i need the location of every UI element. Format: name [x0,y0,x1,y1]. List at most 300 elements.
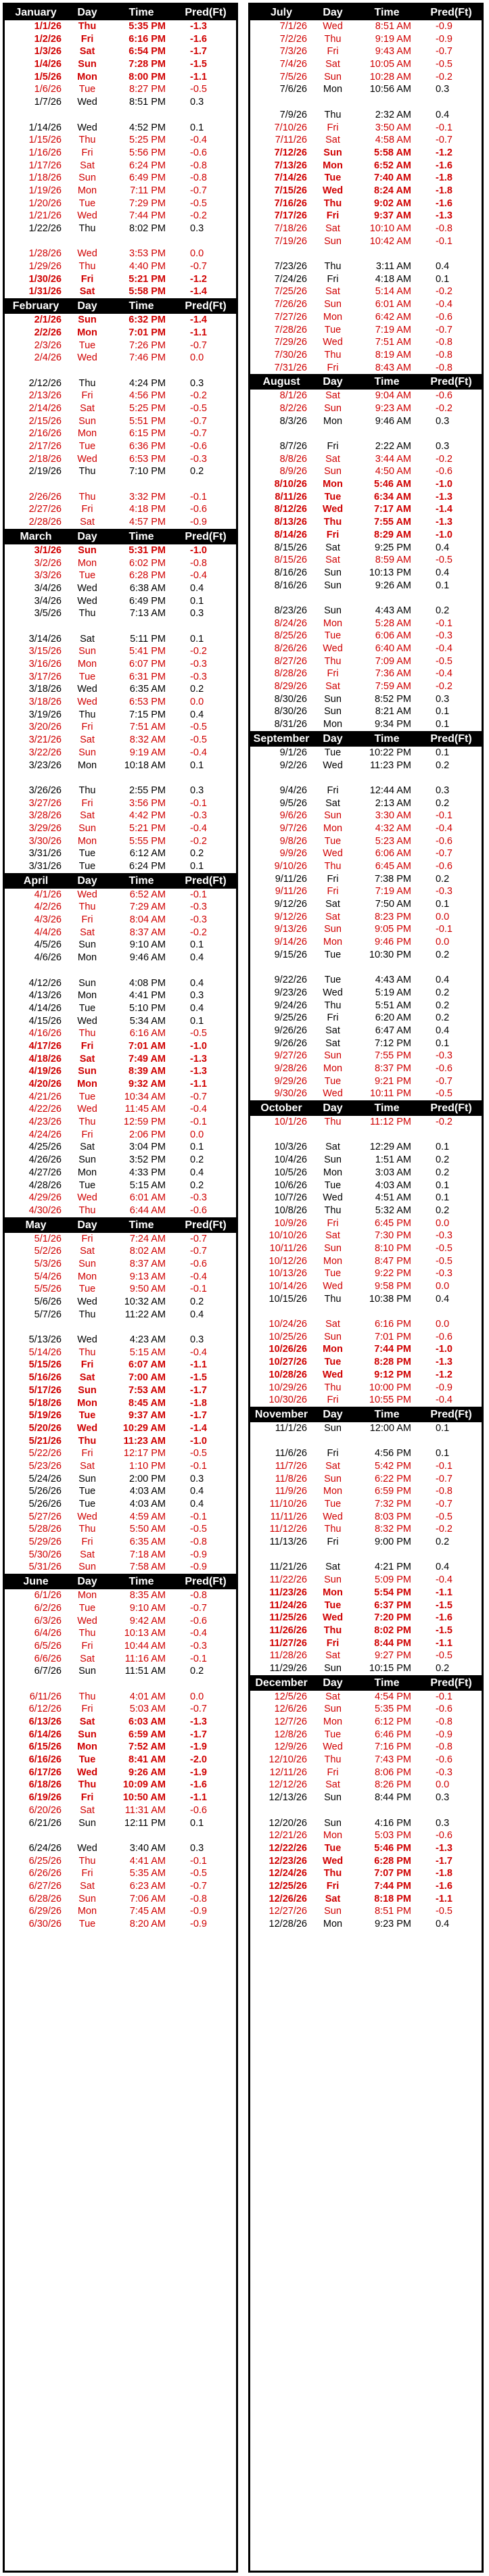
date-cell: 7/23/26 [274,261,307,273]
pred-cell: 0.1 [436,1192,450,1204]
day-cell: Sun [324,71,342,83]
column-header: Time [129,300,154,312]
time-cell: 8:45 AM [128,1397,166,1409]
tide-row [5,1766,236,1779]
pred-cell: -2.0 [190,1754,207,1766]
day-cell: Fri [81,1640,93,1652]
tide-row [250,1141,482,1154]
column-header: Time [129,1576,154,1588]
date-cell: 7/2/26 [279,33,307,45]
time-cell: 6:28 PM [129,570,166,582]
time-cell: 9:19 AM [129,747,166,758]
time-cell: 2:55 PM [129,784,166,796]
pred-cell: 0.2 [436,1662,450,1674]
time-cell: 12:17 PM [123,1448,166,1459]
tide-row [250,58,482,71]
time-cell: 7:13 AM [129,608,166,619]
tide-row [250,285,482,298]
pred-cell: 0.0 [436,1779,450,1791]
column-header: Time [374,1408,400,1420]
time-cell: 4:24 PM [129,377,166,389]
time-cell: 8:44 PM [374,1637,411,1649]
time-cell: 9:34 PM [375,719,411,730]
day-cell: Thu [78,1346,96,1358]
date-cell: 10/8/26 [274,1204,307,1216]
pred-cell: -0.6 [190,441,207,452]
date-cell: 7/19/26 [274,235,307,247]
date-cell: 11/27/26 [269,1637,307,1649]
time-cell: 8:39 AM [128,1066,166,1077]
time-cell: 6:02 PM [129,557,166,569]
day-cell: Sun [324,693,342,705]
pred-cell: 0.1 [436,706,450,718]
pred-cell: -0.1 [190,1117,207,1128]
pred-cell: -0.2 [436,1524,452,1535]
tide-row [5,1091,236,1104]
date-cell: 5/29/26 [28,1537,62,1548]
pred-cell: -1.2 [436,147,452,158]
day-cell: Wed [323,848,343,860]
tide-row [5,1536,236,1549]
spacer-row [250,1804,482,1817]
date-cell: 12/5/26 [274,1691,307,1702]
date-cell: 4/24/26 [28,1129,62,1140]
tide-row [250,923,482,936]
time-cell: 4:57 PM [129,517,166,528]
pred-cell: -0.8 [436,362,452,373]
pred-cell: 0.1 [436,273,450,285]
date-cell: 7/27/26 [274,311,307,323]
day-cell: Sat [325,1037,340,1049]
tide-row [250,1050,482,1062]
date-cell: 3/29/26 [28,822,62,834]
date-cell: 10/26/26 [269,1344,307,1355]
date-cell: 1/18/26 [28,172,62,184]
day-cell: Mon [77,1079,97,1090]
day-cell: Sun [78,646,96,657]
date-cell: 5/20/26 [28,1422,62,1434]
tide-row [250,1025,482,1037]
time-cell: 4:43 AM [375,975,411,986]
day-cell: Tue [78,84,96,95]
day-cell: Wed [322,1612,344,1624]
date-cell: 9/15/26 [274,949,307,960]
day-cell: Mon [77,952,97,964]
day-cell: Sun [78,1893,96,1904]
day-cell: Sun [324,1473,342,1484]
day-cell: Mon [77,557,97,569]
time-cell: 7:51 AM [375,337,411,348]
time-cell: 4:51 AM [375,1192,411,1204]
time-cell: 4:08 PM [129,977,166,989]
date-cell: 12/26/26 [269,1893,307,1904]
date-cell: 9/27/26 [274,1050,307,1062]
date-cell: 9/25/26 [274,1012,307,1024]
day-cell: Sat [80,1804,95,1816]
pred-cell: 0.1 [190,759,204,771]
date-cell: 2/15/26 [28,415,62,427]
pred-cell: -0.6 [190,1258,207,1269]
day-cell: Sat [80,402,95,414]
pred-cell: -0.2 [436,453,452,465]
column-header: Time [374,732,400,745]
pred-cell: 0.3 [190,1842,204,1854]
time-cell: 11:16 AM [124,1653,166,1664]
date-cell: 2/12/26 [28,377,62,389]
date-cell: 4/6/26 [34,952,62,964]
time-cell: 9:23 PM [375,1919,411,1929]
pred-cell: -0.2 [190,210,207,222]
tide-row [250,453,482,466]
time-cell: 10:50 AM [122,1792,166,1804]
pred-cell: -1.1 [190,327,207,338]
day-cell: Mon [77,1167,97,1178]
time-cell: 8:20 AM [129,1919,166,1929]
time-cell: 2:32 AM [375,109,411,120]
day-cell: Fri [327,1395,339,1406]
pred-cell: -1.8 [436,185,452,196]
day-cell: Sun [324,605,342,616]
time-cell: 6:45 PM [375,1217,411,1229]
tide-row [250,759,482,772]
day-cell: Fri [326,1637,340,1649]
pred-cell: 0.2 [190,848,204,860]
day-cell: Sun [324,1331,342,1342]
tide-row [5,1665,236,1678]
pred-cell: -0.1 [436,235,452,247]
date-cell: 9/14/26 [274,937,307,948]
date-cell: 4/4/26 [34,927,62,938]
pred-cell: -1.8 [436,172,452,184]
pred-cell: -1.7 [190,1384,207,1396]
pred-cell: 0.0 [190,248,204,260]
day-cell: Sun [324,1242,342,1254]
tide-row [250,898,482,911]
date-cell: 12/24/26 [269,1868,307,1879]
pred-cell: -1.1 [190,1359,207,1371]
pred-cell: -0.7 [436,135,452,146]
date-cell: 3/5/26 [34,608,62,619]
pred-cell: 0.3 [436,784,450,796]
date-cell: 7/28/26 [274,324,307,335]
tide-row [5,810,236,822]
pred-cell: -0.5 [436,1255,452,1267]
month-header [250,1100,482,1116]
day-cell: Sun [78,1666,96,1677]
date-cell: 12/12/26 [269,1779,307,1791]
day-cell: Thu [78,466,96,477]
day-cell: Sun [324,580,342,591]
tide-row [5,210,236,223]
pred-cell: -0.8 [190,1537,207,1548]
time-cell: 5:42 PM [375,1460,411,1472]
tide-row [250,1766,482,1779]
date-cell: 7/12/26 [274,147,307,158]
date-cell: 5/19/26 [28,1410,62,1422]
day-cell: Sun [78,415,96,427]
tide-row [250,402,482,415]
date-cell: 5/26/26 [28,1486,62,1497]
tide-row [250,580,482,592]
column-header: Day [323,732,343,745]
tide-row [5,1309,236,1321]
date-cell: 10/29/26 [269,1382,307,1393]
date-cell: 7/13/26 [274,160,307,171]
tide-row [250,617,482,630]
time-cell: 8:35 AM [129,1590,166,1601]
month-name: September [253,732,310,745]
pred-cell: 0.3 [190,784,204,796]
time-cell: 3:03 AM [375,1167,411,1178]
pred-cell: -0.6 [436,1331,452,1342]
date-cell: 12/21/26 [269,1830,307,1842]
day-cell: Wed [323,759,343,771]
day-cell: Sun [324,299,342,310]
date-cell: 8/11/26 [275,491,307,502]
month-header [250,731,482,747]
time-cell: 7:18 AM [129,1549,166,1560]
tide-row [5,415,236,428]
month-name: May [25,1219,47,1231]
pred-cell: -0.5 [190,734,207,746]
time-cell: 6:24 PM [129,160,166,171]
pred-cell: -0.7 [190,1602,207,1614]
day-cell: Sat [79,1053,95,1064]
tide-row [250,1087,482,1100]
pred-cell: 0.4 [436,109,450,120]
pred-cell: -0.6 [436,1063,452,1074]
day-cell: Thu [78,377,96,389]
date-cell: 8/30/26 [274,706,307,718]
time-cell: 6:35 AM [129,1537,166,1548]
date-cell: 11/12/26 [269,1524,307,1535]
day-cell: Thu [78,135,96,146]
date-cell: 7/26/26 [274,299,307,310]
pred-cell: -0.7 [190,1880,207,1892]
date-cell: 6/7/26 [34,1666,62,1677]
time-cell: 2:00 PM [129,1473,166,1484]
day-cell: Thu [324,1293,342,1305]
pred-cell: -1.6 [190,1779,207,1791]
date-cell: 4/27/26 [28,1167,62,1178]
pred-cell: -0.4 [190,570,207,582]
time-cell: 2:22 AM [375,441,411,452]
day-cell: Fri [327,1012,339,1024]
column-header: Pred(Ft) [430,376,472,388]
date-cell: 3/15/26 [28,646,62,657]
day-cell: Sun [78,977,96,989]
pred-cell: -1.9 [190,1766,207,1778]
right-column [248,3,484,2573]
time-cell: 6:35 AM [129,684,166,695]
pred-cell: -0.4 [436,668,452,680]
time-cell: 7:45 AM [129,1906,166,1917]
time-cell: 12:59 PM [123,1117,166,1128]
day-cell: Sat [80,160,95,171]
time-cell: 7:52 AM [128,1741,166,1753]
day-cell: Thu [78,1628,96,1639]
tide-row [250,1498,482,1511]
time-cell: 9:26 AM [128,1766,166,1778]
column-header: Time [129,874,154,887]
column-header: Time [129,530,154,542]
tide-row [250,529,482,542]
time-cell: 7:06 AM [129,1893,166,1904]
day-cell: Thu [78,709,96,720]
pred-cell: -0.9 [190,517,207,528]
time-cell: 3:32 PM [129,491,166,502]
date-cell: 4/26/26 [28,1154,62,1166]
time-cell: 6:23 AM [129,1880,166,1892]
time-cell: 5:21 PM [129,273,166,285]
time-cell: 5:03 PM [375,1830,411,1842]
date-cell: 4/22/26 [28,1104,62,1115]
time-cell: 8:23 PM [375,911,411,922]
tide-row [250,1116,482,1129]
tide-row [5,582,236,595]
date-cell: 3/16/26 [28,659,62,670]
pred-cell: -0.3 [436,1230,452,1242]
date-cell: 1/4/26 [34,59,62,70]
tide-row [5,1129,236,1142]
time-cell: 9:19 AM [375,33,411,45]
time-cell: 5:50 AM [129,1524,166,1535]
pred-cell: -1.1 [436,1587,452,1598]
pred-cell: 0.3 [190,1334,204,1346]
pred-cell: -0.3 [436,886,452,897]
tide-row [5,822,236,835]
tide-row [5,1447,236,1460]
day-cell: Wed [77,684,97,695]
pred-cell: -1.0 [190,1435,207,1447]
month-header [5,529,236,544]
day-cell: Wed [323,643,343,654]
day-cell: Wed [77,1511,97,1522]
tide-row [5,734,236,747]
date-cell: 7/18/26 [274,223,307,234]
pred-cell: -0.7 [436,1499,452,1509]
pred-cell: 0.4 [190,1499,204,1509]
pred-cell: -0.5 [436,1242,452,1254]
pred-cell: -0.3 [436,1050,452,1062]
day-cell: Tue [78,339,96,351]
date-cell: 6/29/26 [28,1906,62,1917]
tide-row [5,1334,236,1346]
time-cell: 7:44 PM [374,1880,411,1892]
day-cell: Mon [323,1167,343,1178]
date-cell: 8/13/26 [274,517,307,528]
time-cell: 9:21 PM [375,1075,411,1087]
day-cell: Thu [324,349,342,360]
tide-row [5,939,236,952]
time-cell: 7:19 AM [375,324,411,335]
day-cell: Wed [77,210,97,222]
time-cell: 5:10 PM [129,1002,166,1014]
time-cell: 8:43 AM [375,362,411,373]
day-cell: Thu [323,517,342,528]
pred-cell: -0.8 [190,172,207,184]
tide-row [250,172,482,185]
time-cell: 4:43 AM [375,605,411,616]
pred-cell: -0.5 [436,655,452,667]
tide-row [5,83,236,96]
time-cell: 4:21 PM [375,1562,411,1573]
day-cell: Sat [80,1246,95,1257]
time-cell: 6:52 AM [129,889,166,900]
tide-row [5,696,236,709]
time-cell: 5:35 PM [375,1704,411,1715]
pred-cell: -0.2 [190,646,207,657]
time-cell: 5:23 AM [375,835,411,847]
date-cell: 1/29/26 [28,261,62,273]
day-cell: Mon [77,428,97,440]
pred-cell: -0.1 [190,1460,207,1472]
pred-cell: -1.0 [436,1344,452,1355]
tide-row [250,949,482,962]
date-cell: 11/21/26 [269,1562,307,1573]
day-cell: Thu [324,655,342,667]
tide-row [5,45,236,58]
time-cell: 7:24 AM [129,1233,166,1244]
pred-cell: 0.1 [190,1015,204,1027]
pred-cell: -0.1 [190,1653,207,1664]
day-cell: Wed [323,337,343,348]
date-cell: 4/28/26 [28,1179,62,1191]
tide-row [250,642,482,655]
day-cell: Sat [79,46,95,57]
date-cell: 4/12/26 [28,977,62,989]
tide-row [250,1037,482,1050]
pred-cell: -0.6 [436,835,452,847]
tide-row [5,595,236,608]
date-cell: 5/23/26 [28,1460,62,1472]
date-cell: 9/4/26 [279,784,307,796]
time-cell: 8:27 PM [129,84,166,95]
tide-row [250,311,482,324]
pred-cell: 0.1 [436,747,450,758]
time-cell: 12:00 AM [369,1422,411,1434]
date-cell: 11/13/26 [269,1537,307,1548]
pred-cell: -1.6 [436,1612,452,1624]
pred-cell: -0.5 [190,722,207,733]
tide-row [250,911,482,924]
day-cell: Mon [77,1397,97,1409]
time-cell: 9:13 AM [129,1271,166,1282]
date-cell: 3/1/26 [34,544,62,556]
day-cell: Wed [77,352,97,364]
pred-cell: -1.5 [436,1624,452,1636]
date-cell: 5/27/26 [28,1511,62,1522]
date-cell: 8/2/26 [279,402,307,414]
tide-row [250,1561,482,1574]
tide-row [250,718,482,731]
time-cell: 7:01 AM [128,1040,166,1052]
column-header: Time [374,1102,400,1115]
time-cell: 7:01 PM [129,327,166,338]
day-cell: Sat [80,1549,95,1560]
date-cell: 3/2/26 [34,557,62,569]
date-cell: 9/1/26 [279,747,307,758]
date-cell: 12/25/26 [269,1880,307,1892]
day-cell: Sat [325,1691,340,1702]
tide-row [250,516,482,529]
pred-cell: -1.3 [436,517,452,528]
date-cell: 10/11/26 [269,1242,307,1254]
pred-cell: 0.4 [436,567,450,578]
day-cell: Mon [323,719,343,730]
tide-row [5,1103,236,1116]
time-cell: 8:18 PM [374,1893,411,1904]
